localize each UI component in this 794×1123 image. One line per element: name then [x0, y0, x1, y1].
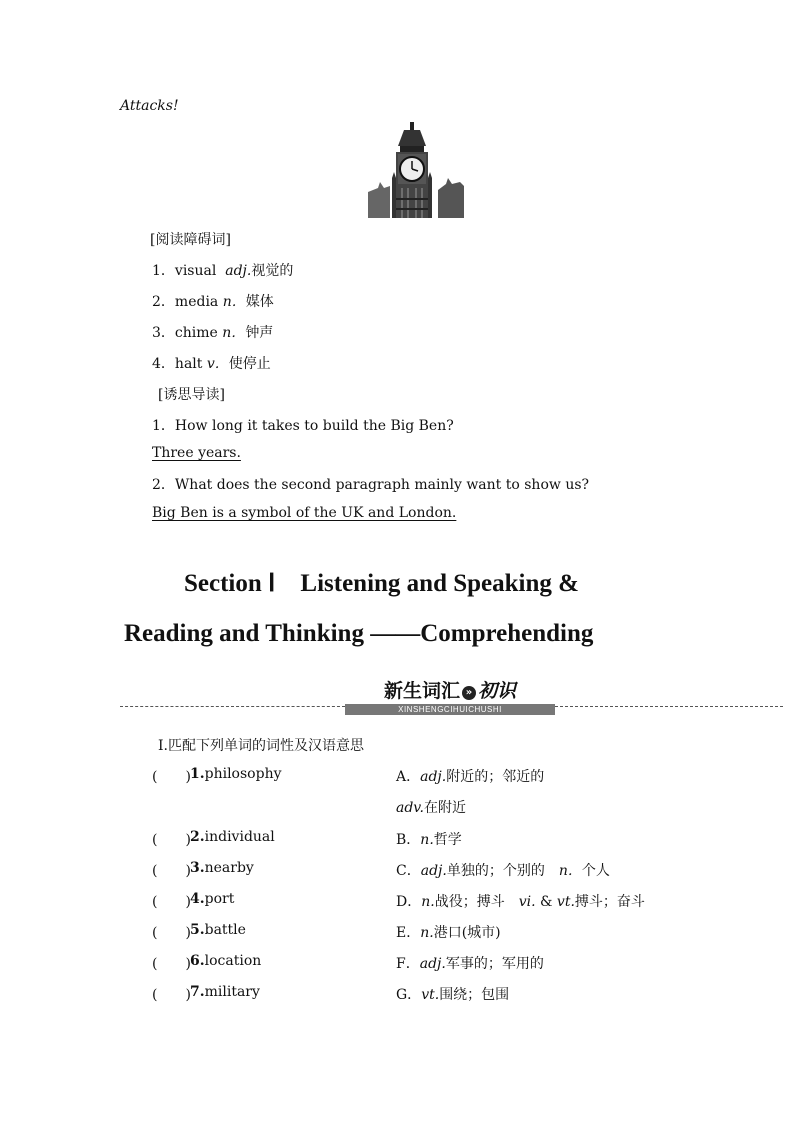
answer-blank[interactable]: ( ) [152, 863, 191, 879]
section-title-line-2: Reading and Thinking ——Comprehending [124, 620, 594, 647]
vocab-item: 4．halt v．使停止 [152, 356, 271, 372]
continued-text: Attacks! [120, 98, 179, 114]
question-2: 2．What does the second paragraph mainly want to show us? [152, 477, 590, 493]
answer-1: Three years. [152, 445, 241, 461]
vocab-item: 3．chime n．钟声 [152, 325, 274, 341]
banner-title: 新生词汇 » 初识 [383, 680, 517, 702]
answer-blank[interactable]: ( ) [152, 832, 191, 848]
big-ben-illustration [368, 122, 464, 218]
answer-2: Big Ben is a symbol of the UK and London. [152, 505, 457, 521]
guided-reading-heading: [诱思导读] [158, 387, 225, 403]
question-1: 1．How long it takes to build the Big Ben? [152, 418, 454, 434]
banner-divider-left [120, 706, 345, 707]
vocab-item: 1．visual adj.视觉的 [152, 263, 294, 279]
banner-subtitle: XINSHENGCIHUICHUSHI [345, 704, 555, 715]
section-banner [345, 676, 555, 714]
section-title-line-1: Section Ⅰ Listening and Speaking & [184, 570, 579, 597]
answer-blank[interactable]: ( ) [152, 769, 191, 785]
answer-blank[interactable]: ( ) [152, 956, 191, 972]
reading-vocab-heading: [阅读障碍词] [150, 232, 231, 248]
answer-blank[interactable]: ( ) [152, 925, 191, 941]
exercise-heading: Ⅰ.匹配下列单词的词性及汉语意思 [158, 738, 364, 754]
answer-blank[interactable]: ( ) [152, 987, 191, 1003]
vocab-item: 2．media n．媒体 [152, 294, 274, 310]
answer-blank[interactable]: ( ) [152, 894, 191, 910]
arrow-circle-icon: » [462, 686, 476, 700]
banner-divider-right [555, 706, 783, 707]
